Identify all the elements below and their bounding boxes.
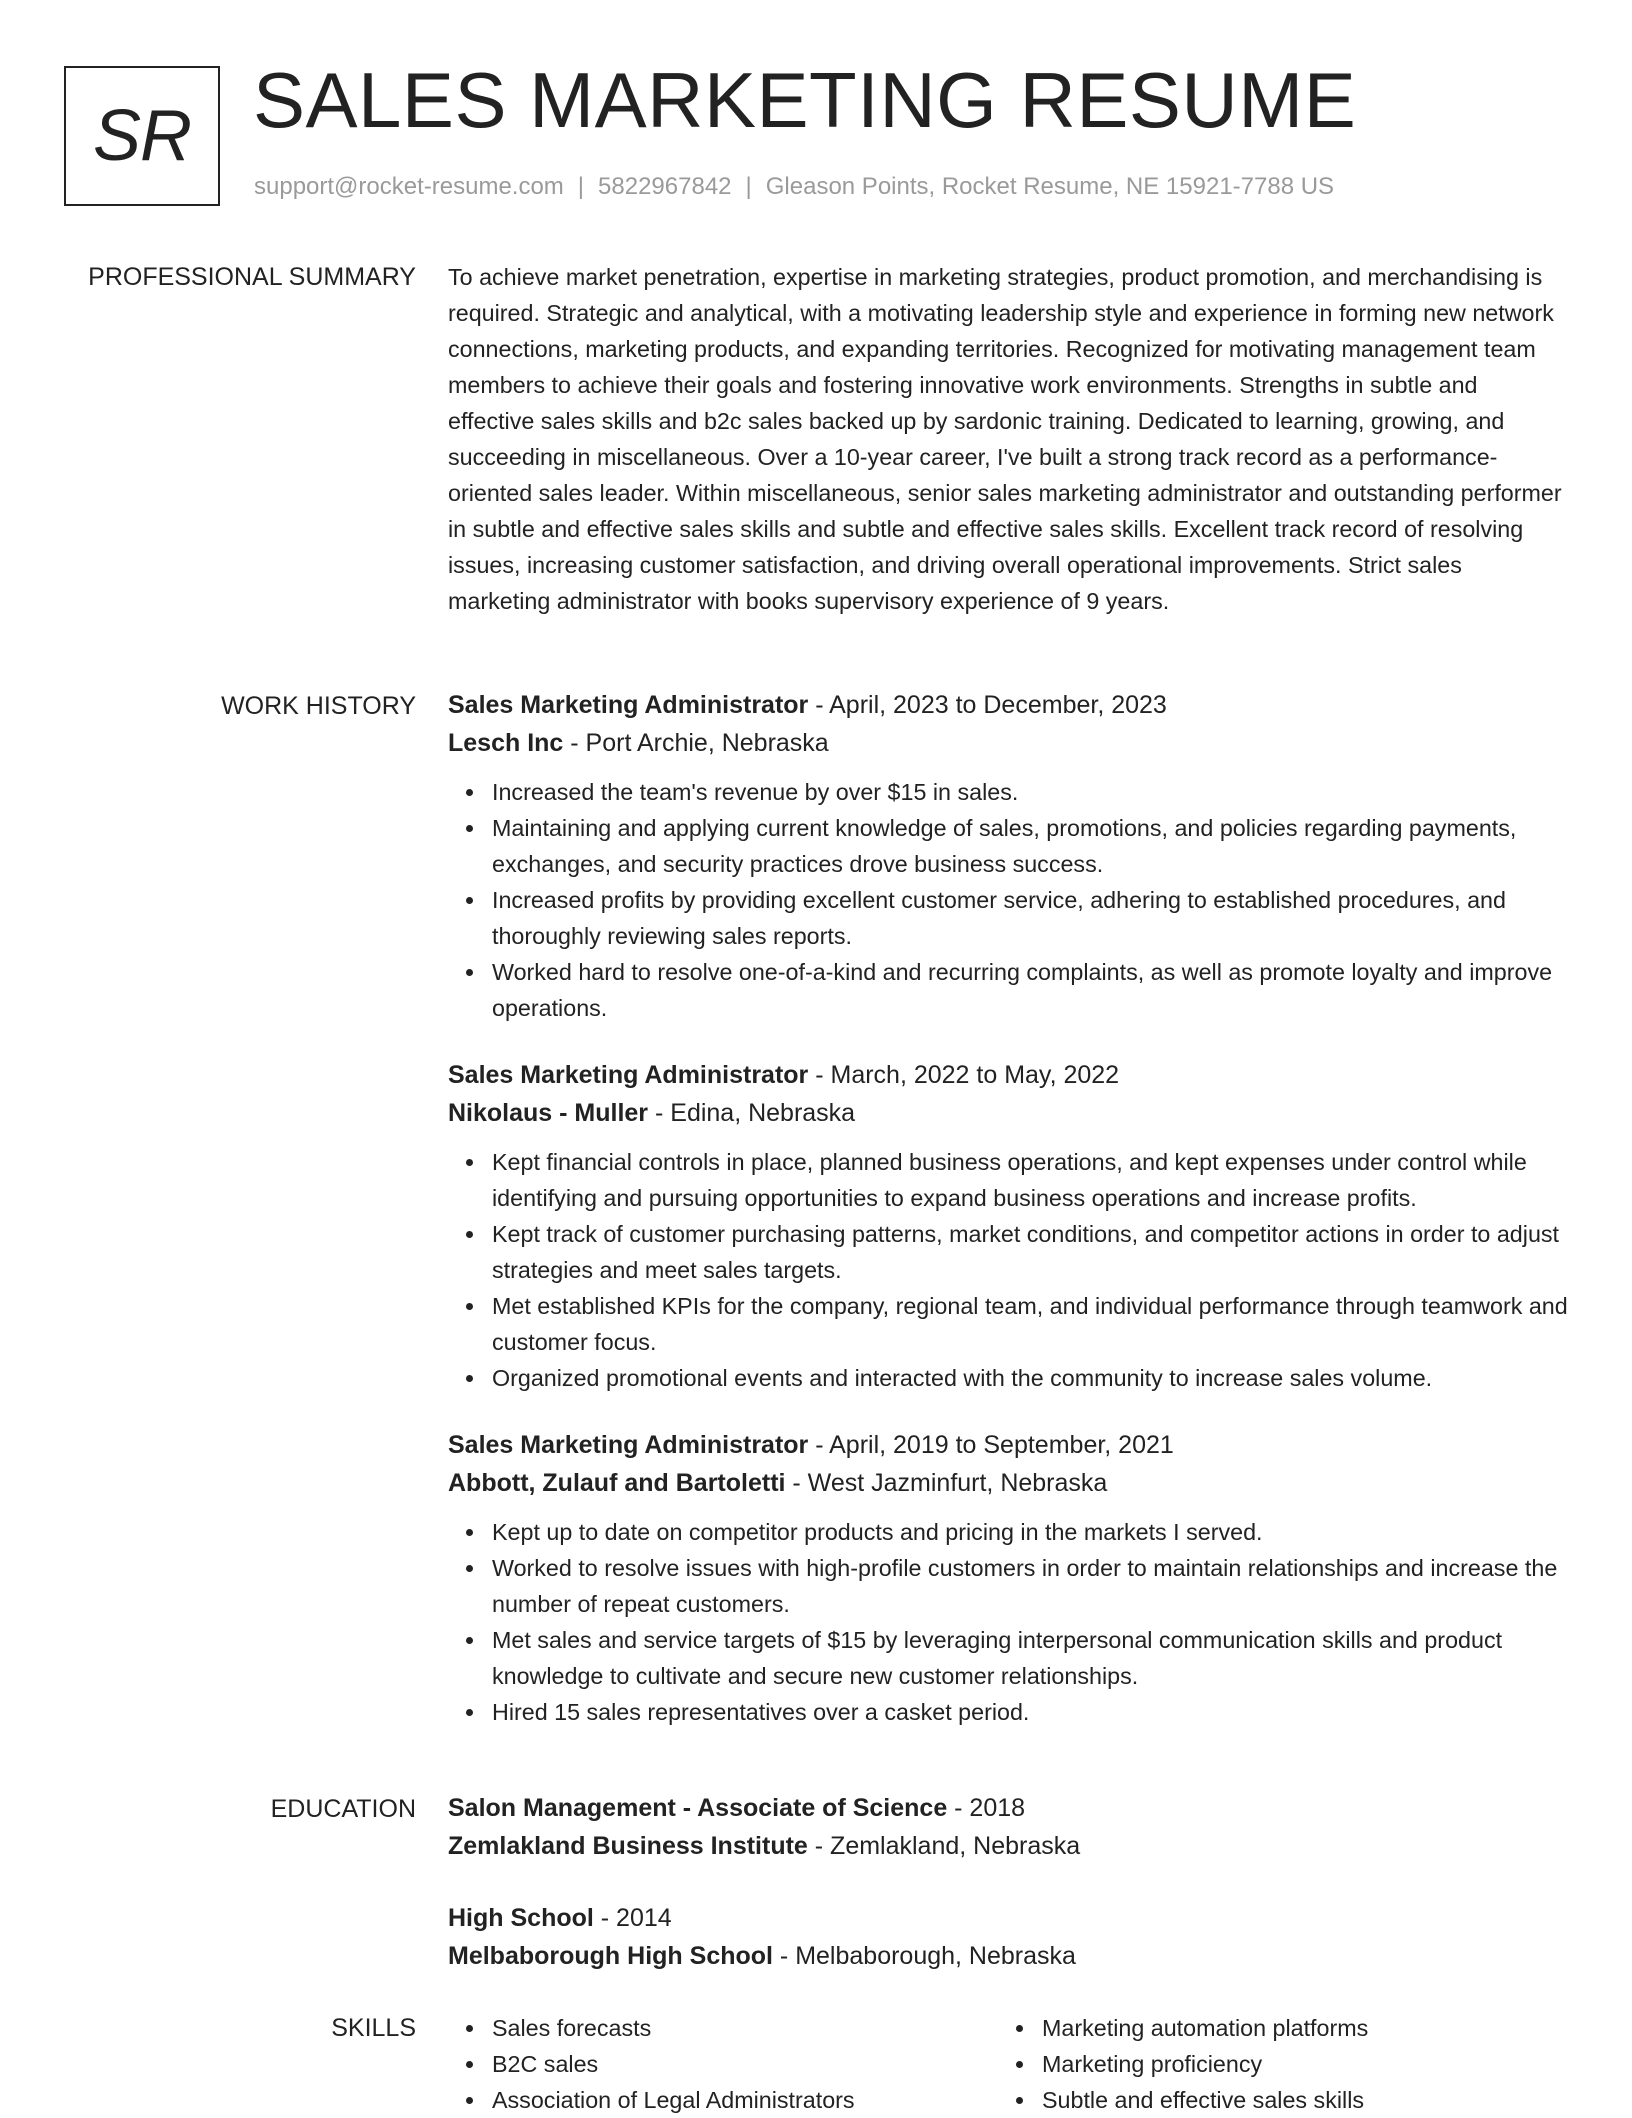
monogram-initials: SR: [92, 96, 192, 176]
education-degree-line: [448, 1899, 1568, 1937]
skills-list: [998, 2010, 1548, 2118]
job-company-line: [448, 1464, 1568, 1502]
job-bullets: [448, 1144, 1568, 1396]
job-title-line: [448, 686, 1568, 724]
skills-body: [448, 2010, 1568, 2118]
skill-item: Marketing automation platforms: [1042, 2010, 1548, 2046]
contact-separator: |: [745, 173, 752, 200]
summary-heading: PROFESSIONAL SUMMARY: [88, 263, 416, 291]
job-bullet: Met established KPIs for the company, regional team, and individual performance through teamwork and customer focus.: [492, 1288, 1568, 1360]
job-title-line: [448, 1426, 1568, 1464]
job-title-line: [448, 1056, 1568, 1094]
job-bullet: Kept up to date on competitor products and pricing in the markets I served.: [492, 1514, 1568, 1550]
skills-column-right: [998, 2010, 1548, 2118]
work-history-body: [448, 686, 1568, 1760]
job-bullet: Organized promotional events and interacted with the community to increase sales volume.: [492, 1360, 1568, 1396]
job-title: Sales Marketing Administrator: [448, 1431, 809, 1459]
education-body: [448, 1789, 1568, 2009]
job-bullet: Maintaining and applying current knowledge of sales, promotions, and policies regarding payments, exchanges, and security practices drove business success.: [492, 810, 1568, 882]
contact-email[interactable]: support@rocket-resume.com: [254, 173, 564, 200]
skills-column-left: [448, 2010, 998, 2118]
job-title: Sales Marketing Administrator: [448, 691, 809, 719]
education-entry: [448, 1899, 1568, 1975]
job-company-line: [448, 724, 1568, 762]
education-entry: [448, 1789, 1568, 1865]
job-bullet: Met sales and service targets of $15 by leveraging interpersonal communication skills and product knowledge to cultivate and secure new customer relationships.: [492, 1622, 1568, 1694]
contact-address: Gleason Points, Rocket Resume, NE 15921-7788 US: [765, 173, 1335, 200]
education-year: - 2018: [947, 1794, 1026, 1822]
job-dates: - April, 2019 to September, 2021: [808, 1431, 1174, 1459]
education-degree: High School: [448, 1904, 594, 1932]
job-bullet: Worked hard to resolve one-of-a-kind and recurring complaints, as well as promote loyalty and improve operations.: [492, 954, 1568, 1026]
job-entry: [448, 1426, 1568, 1730]
skill-item: Association of Legal Administrators: [492, 2082, 998, 2118]
education-school-line: [448, 1827, 1568, 1865]
education-degree: Salon Management - Associate of Science: [448, 1794, 948, 1822]
contact-line: [254, 173, 1334, 201]
skills-heading: SKILLS: [331, 2014, 416, 2042]
job-location: - Port Archie, Nebraska: [563, 729, 829, 757]
job-company-line: [448, 1094, 1568, 1132]
summary-text: To achieve market penetration, expertise in marketing strategies, product promotion, and merchandising is required. Strategic and analytical, with a motivating leadership style and experience in forming new network connections, marketing products, and expanding territories. Recognized for motivating management team members to achieve their goals and fostering innovative work environments. Strengths in subtle and effective sales skills and b2c sales backed up by sardonic training. Dedicated to learning, growing, and succeeding in miscellaneous. Over a 10-year career, I've built a strong track record as a performance-oriented sales leader. Within miscellaneous, senior sales marketing administrator and outstanding performer in subtle and effective sales skills and subtle and effective sales skills. Excellent track record of resolving issues, increasing customer satisfaction, and driving overall operational improvements. Strict sales marketing administrator with books supervisory experience of 9 years.: [448, 264, 1562, 614]
education-heading: EDUCATION: [270, 1795, 416, 1823]
work-history-heading: WORK HISTORY: [221, 692, 416, 720]
job-bullet: Kept financial controls in place, planned business operations, and kept expenses under control while identifying and pursuing opportunities to expand business operations and increase profits.: [492, 1144, 1568, 1216]
skill-item: Sales forecasts: [492, 2010, 998, 2046]
job-location: - West Jazminfurt, Nebraska: [785, 1469, 1108, 1497]
skills-columns: [448, 2010, 1568, 2118]
monogram-box: [64, 66, 220, 206]
skills-list: [448, 2010, 998, 2118]
education-year: - 2014: [593, 1904, 672, 1932]
education-location: - Zemlakland, Nebraska: [807, 1832, 1081, 1860]
education-school-line: [448, 1937, 1568, 1975]
education-school: Zemlakland Business Institute: [448, 1832, 808, 1860]
resume-title: SALES MARKETING RESUME: [253, 56, 1357, 144]
job-company: Nikolaus - Muller: [448, 1099, 649, 1127]
skill-item: B2C sales: [492, 2046, 998, 2082]
skill-item: Subtle and effective sales skills: [1042, 2082, 1548, 2118]
job-title: Sales Marketing Administrator: [448, 1061, 809, 1089]
job-bullet: Worked to resolve issues with high-profile customers in order to maintain relationships and increase the number of repeat customers.: [492, 1550, 1568, 1622]
job-company: Abbott, Zulauf and Bartoletti: [448, 1469, 786, 1497]
job-entry: [448, 1056, 1568, 1396]
job-bullets: [448, 1514, 1568, 1730]
job-dates: - April, 2023 to December, 2023: [808, 691, 1167, 719]
job-bullet: Increased profits by providing excellent customer service, adhering to established procedures, and thoroughly reviewing sales reports.: [492, 882, 1568, 954]
education-degree-line: [448, 1789, 1568, 1827]
education-location: - Melbaborough, Nebraska: [772, 1942, 1076, 1970]
job-bullet: Hired 15 sales representatives over a casket period.: [492, 1694, 1568, 1730]
job-bullet: Increased the team's revenue by over $15 in sales.: [492, 774, 1568, 810]
contact-phone[interactable]: 5822967842: [598, 173, 732, 200]
job-dates: - March, 2022 to May, 2022: [808, 1061, 1120, 1089]
job-entry: [448, 686, 1568, 1026]
contact-separator: |: [577, 173, 585, 200]
job-bullets: [448, 774, 1568, 1026]
job-location: - Edina, Nebraska: [648, 1099, 856, 1127]
job-company: Lesch Inc: [448, 729, 564, 757]
skill-item: Marketing proficiency: [1042, 2046, 1548, 2082]
summary-body: [448, 259, 1568, 619]
job-bullet: Kept track of customer purchasing patterns, market conditions, and competitor actions in order to adjust strategies and meet sales targets.: [492, 1216, 1568, 1288]
education-school: Melbaborough High School: [448, 1942, 773, 1970]
